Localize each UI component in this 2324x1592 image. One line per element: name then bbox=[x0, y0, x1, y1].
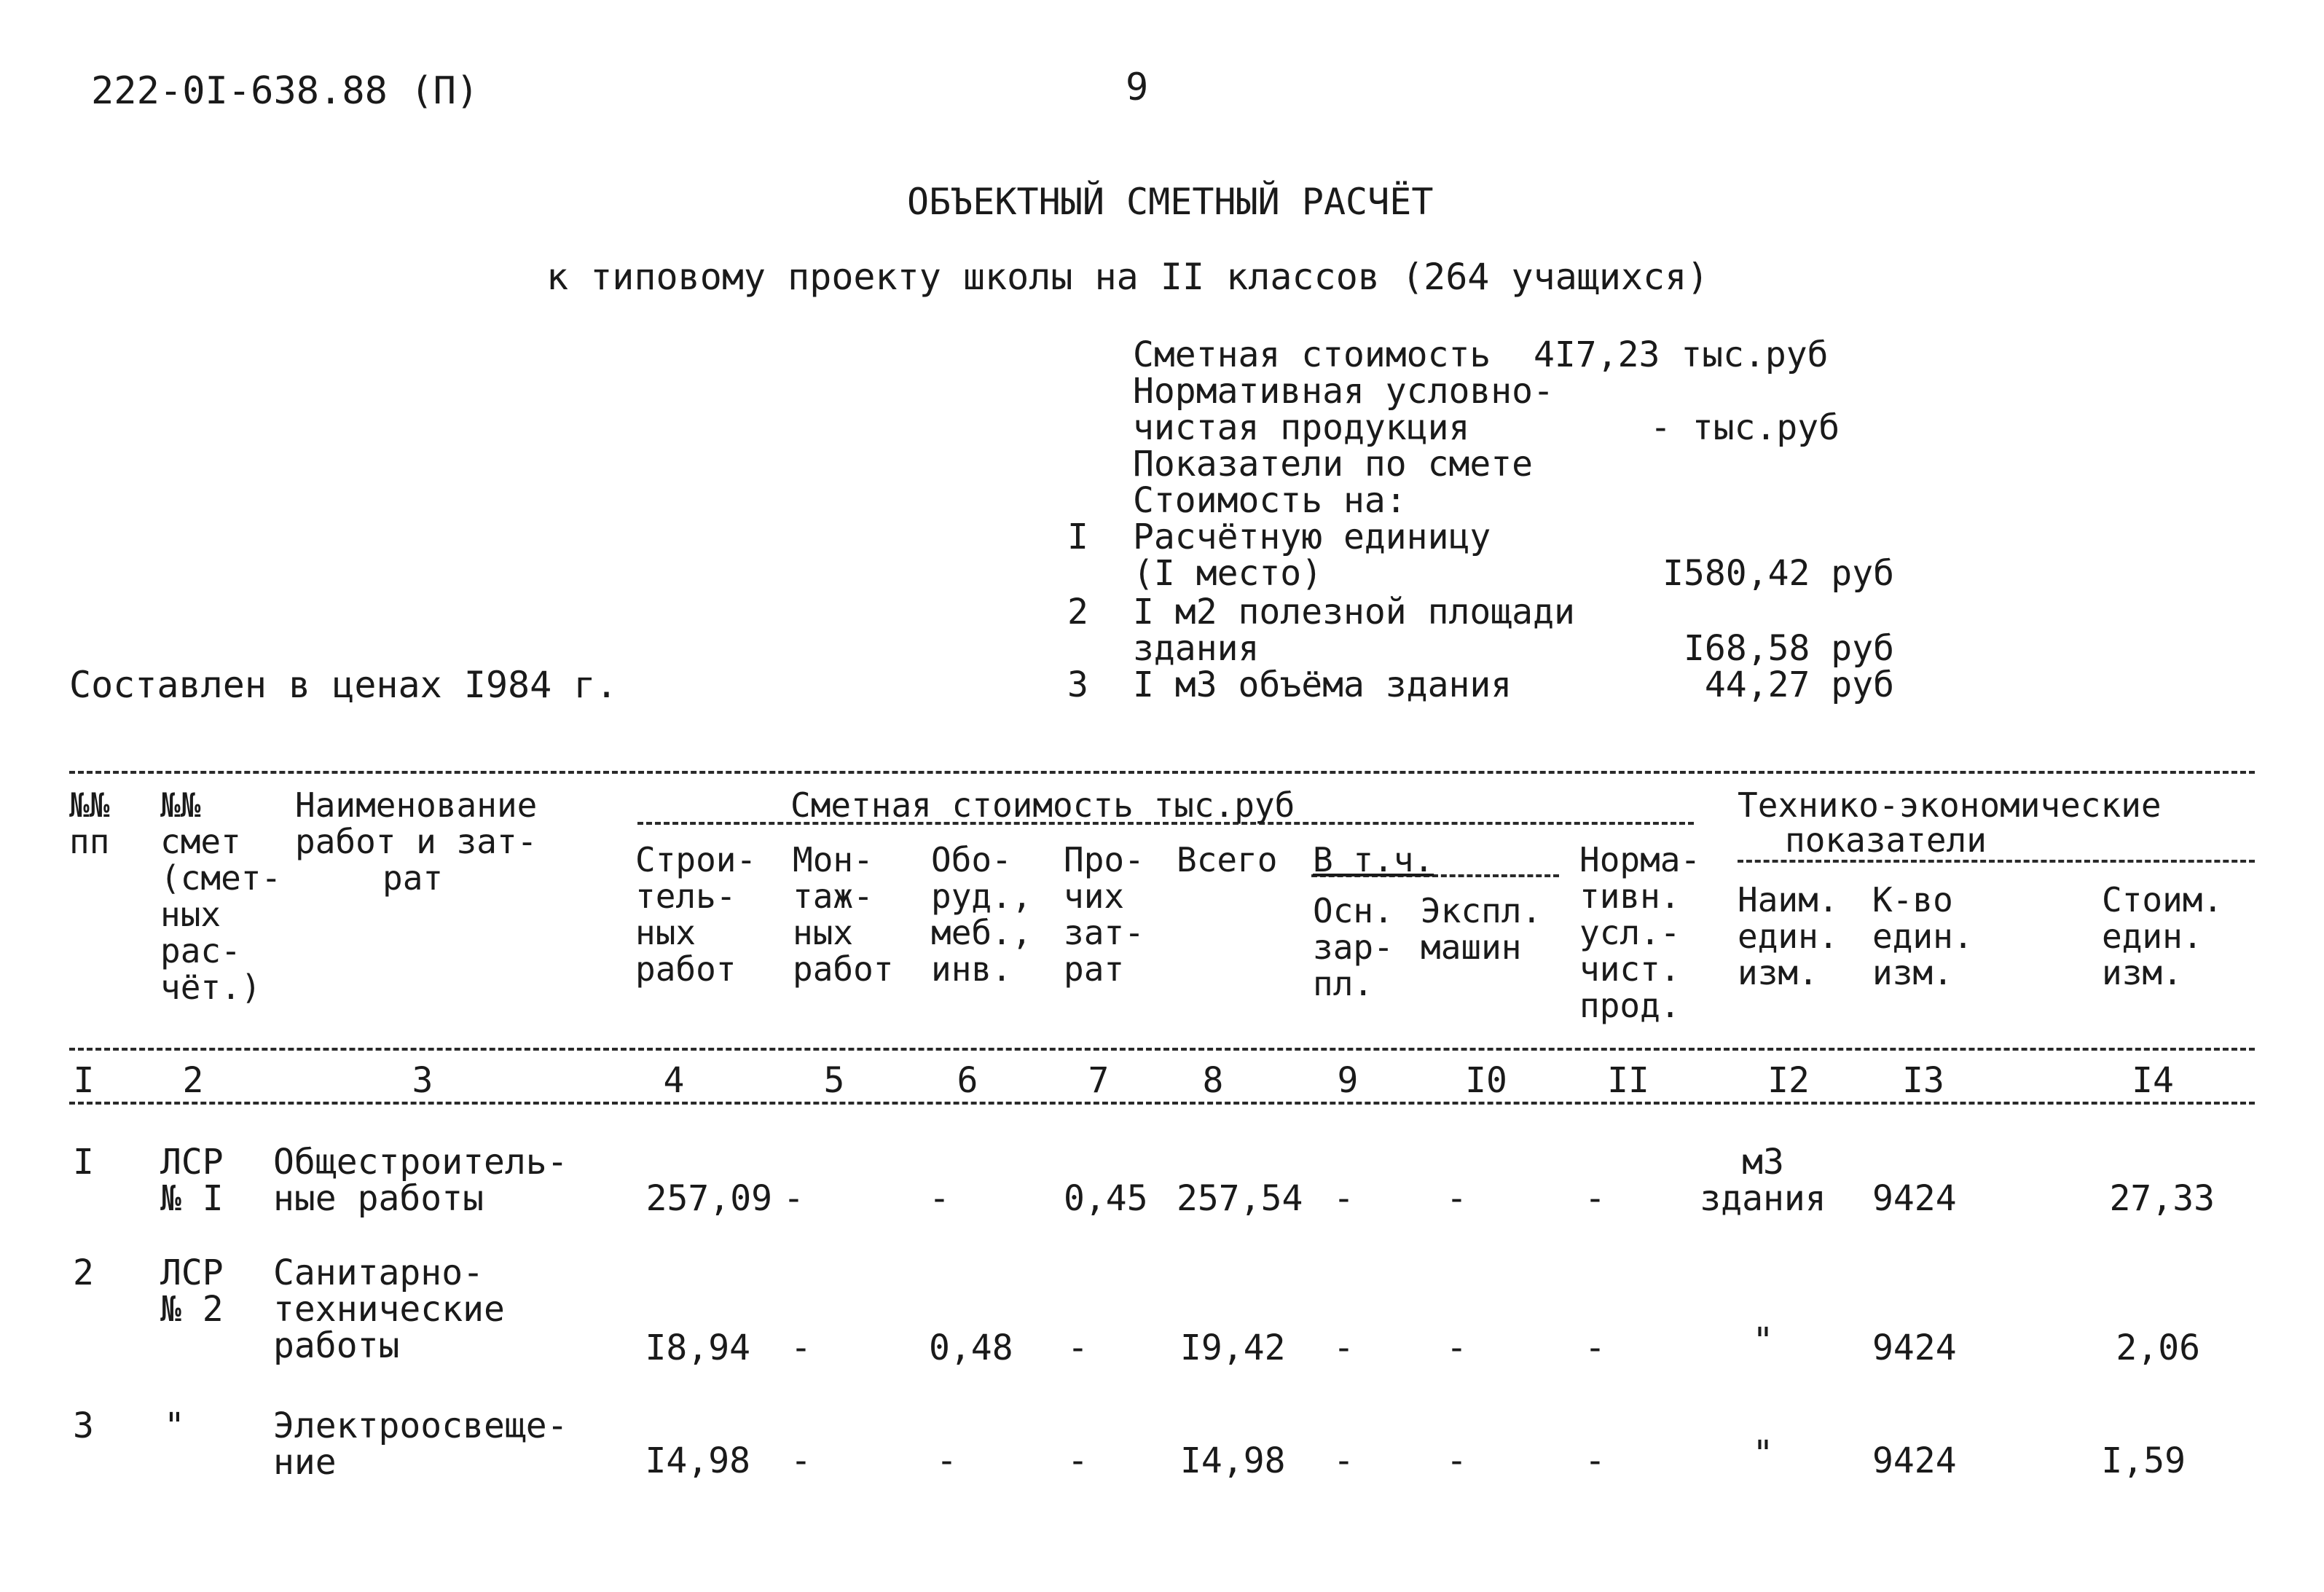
row-work-name: Электроосвеще- ние bbox=[273, 1405, 568, 1483]
row-work-name: Санитарно- технические работы bbox=[273, 1252, 505, 1366]
incl-group-header: В т.ч. bbox=[1313, 840, 1434, 879]
column-number: 2 bbox=[182, 1060, 204, 1101]
header-col4: Строи- тель- ных работ bbox=[635, 840, 757, 989]
indicator-number: I bbox=[1067, 517, 1088, 557]
tech-group-rule bbox=[1738, 860, 2255, 863]
tech-group-header-cont: показатели bbox=[1785, 820, 1987, 860]
row-total: 257,54 bbox=[1177, 1178, 1303, 1219]
column-number: II bbox=[1607, 1060, 1649, 1101]
column-number: I4 bbox=[2132, 1060, 2174, 1101]
column-number: I0 bbox=[1465, 1060, 1507, 1101]
document-subtitle: к типовому проекту школы на II классов (264 учащихся) bbox=[546, 256, 1709, 298]
row-normative: - bbox=[1585, 1178, 1606, 1219]
column-number: 4 bbox=[663, 1060, 685, 1101]
indicator-value: 44,27 руб bbox=[1704, 664, 1894, 705]
header-col3: Наименование работ и зат- рат bbox=[295, 785, 538, 898]
row-estimate-ref: " bbox=[164, 1405, 185, 1446]
header-col7: Про- чих зат- рат bbox=[1064, 840, 1145, 989]
row-construction: 257,09 bbox=[645, 1178, 772, 1219]
row-construction: I4,98 bbox=[645, 1440, 750, 1481]
row-estimate-ref: ЛСР № I bbox=[160, 1142, 224, 1219]
indicator-number: 2 bbox=[1067, 592, 1088, 632]
row-machines: - bbox=[1446, 1178, 1467, 1219]
row-number: 2 bbox=[73, 1252, 94, 1293]
row-unit-count: 9424 bbox=[1872, 1328, 1957, 1368]
header-col6: Обо- руд., меб., инв. bbox=[931, 840, 1032, 989]
row-normative: - bbox=[1585, 1328, 1606, 1368]
row-machines: - bbox=[1446, 1328, 1467, 1368]
column-number: 3 bbox=[412, 1060, 433, 1101]
column-number: 9 bbox=[1337, 1060, 1359, 1101]
estimated-cost-value: 4I7,23 тыс.руб bbox=[1534, 334, 1829, 375]
header-col12: Наим. един. изм. bbox=[1738, 880, 1839, 992]
row-unit-cost: 2,06 bbox=[2116, 1328, 2200, 1368]
estimated-cost-label: Сметная стоимость bbox=[1133, 334, 1491, 375]
column-number: 7 bbox=[1088, 1060, 1110, 1101]
header-col13: К-во един. изм. bbox=[1872, 880, 1974, 992]
row-installation: - bbox=[790, 1328, 812, 1368]
column-number: I2 bbox=[1767, 1060, 1810, 1101]
row-wages: - bbox=[1333, 1440, 1354, 1481]
row-unit-cost: I,59 bbox=[2101, 1440, 2186, 1481]
row-unit-name: м3 здания bbox=[1700, 1142, 1826, 1219]
header-col10: Экспл. машин bbox=[1421, 891, 1542, 967]
row-installation: - bbox=[783, 1178, 804, 1219]
indicator-label: Расчётную единицу bbox=[1133, 517, 1491, 557]
header-bottom-rule bbox=[69, 1048, 2255, 1051]
indicators-label: Показатели по смете bbox=[1133, 444, 1534, 485]
normative-label-line1: Нормативная условно- bbox=[1133, 371, 1554, 412]
column-number: 5 bbox=[823, 1060, 845, 1101]
row-other: - bbox=[1067, 1440, 1088, 1481]
row-equipment: - bbox=[929, 1178, 950, 1219]
indicator-value: I68,58 руб bbox=[1684, 628, 1894, 669]
column-number: I3 bbox=[1902, 1060, 1944, 1101]
row-equipment: 0,48 bbox=[929, 1328, 1013, 1368]
row-installation: - bbox=[790, 1440, 812, 1481]
table-top-rule bbox=[69, 771, 2255, 774]
row-unit-name: " bbox=[1752, 1320, 1774, 1361]
header-col14: Стоим. един. изм. bbox=[2102, 880, 2223, 992]
header-col8: Всего bbox=[1177, 840, 1278, 879]
row-number: 3 bbox=[73, 1405, 94, 1446]
header-col2: №№ смет (смет- ных рас- чёт.) bbox=[160, 785, 282, 1007]
header-col5: Мон- таж- ных работ bbox=[793, 840, 894, 989]
indicator-number: 3 bbox=[1067, 664, 1088, 705]
row-machines: - bbox=[1446, 1440, 1467, 1481]
cost-for-label: Стоимость на: bbox=[1133, 480, 1407, 521]
document-code: 222-0I-638.88 (П) bbox=[91, 69, 479, 113]
indicator-label-cont: здания bbox=[1133, 628, 1260, 669]
header-col1: №№ пп bbox=[69, 785, 110, 861]
header-col9: Осн. зар- пл. bbox=[1313, 891, 1394, 1003]
column-number: 6 bbox=[957, 1060, 978, 1101]
column-numbers-rule bbox=[69, 1102, 2255, 1105]
normative-value: - тыс.руб bbox=[1650, 407, 1840, 448]
row-wages: - bbox=[1333, 1328, 1354, 1368]
row-construction: I8,94 bbox=[645, 1328, 750, 1368]
row-number: I bbox=[73, 1142, 94, 1183]
row-other: 0,45 bbox=[1064, 1178, 1148, 1219]
row-unit-count: 9424 bbox=[1872, 1178, 1957, 1219]
row-estimate-ref: ЛСР № 2 bbox=[160, 1252, 224, 1330]
cost-group-header: Сметная стоимость тыс.руб bbox=[790, 785, 1295, 825]
page-number: 9 bbox=[1126, 66, 1149, 109]
header-col11: Норма- тивн. усл.- чист. прод. bbox=[1579, 840, 1701, 1025]
row-other: - bbox=[1067, 1328, 1088, 1368]
row-work-name: Общестроитель- ные работы bbox=[273, 1142, 568, 1219]
tech-group-header: Технико-экономические bbox=[1738, 785, 2162, 825]
prices-note: Составлен в ценах I984 г. bbox=[69, 664, 618, 706]
indicator-value: I580,42 руб bbox=[1662, 553, 1894, 594]
indicator-label: I м2 полезной площади bbox=[1133, 592, 1575, 632]
indicator-label: I м3 объёма здания bbox=[1133, 664, 1512, 705]
row-total: I4,98 bbox=[1180, 1440, 1286, 1481]
row-normative: - bbox=[1585, 1440, 1606, 1481]
row-wages: - bbox=[1333, 1178, 1354, 1219]
row-equipment: - bbox=[936, 1440, 957, 1481]
row-unit-cost: 27,33 bbox=[2109, 1178, 2215, 1219]
row-total: I9,42 bbox=[1180, 1328, 1286, 1368]
row-unit-count: 9424 bbox=[1872, 1440, 1957, 1481]
indicator-label-cont: (I место) bbox=[1133, 553, 1323, 594]
document-title: ОБЪЕКТНЫЙ СМЕТНЫЙ РАСЧЁТ bbox=[907, 181, 1434, 223]
column-number: I bbox=[73, 1060, 95, 1101]
column-number: 8 bbox=[1202, 1060, 1224, 1101]
row-unit-name: " bbox=[1752, 1433, 1774, 1474]
normative-label-line2: чистая продукция bbox=[1133, 407, 1470, 448]
